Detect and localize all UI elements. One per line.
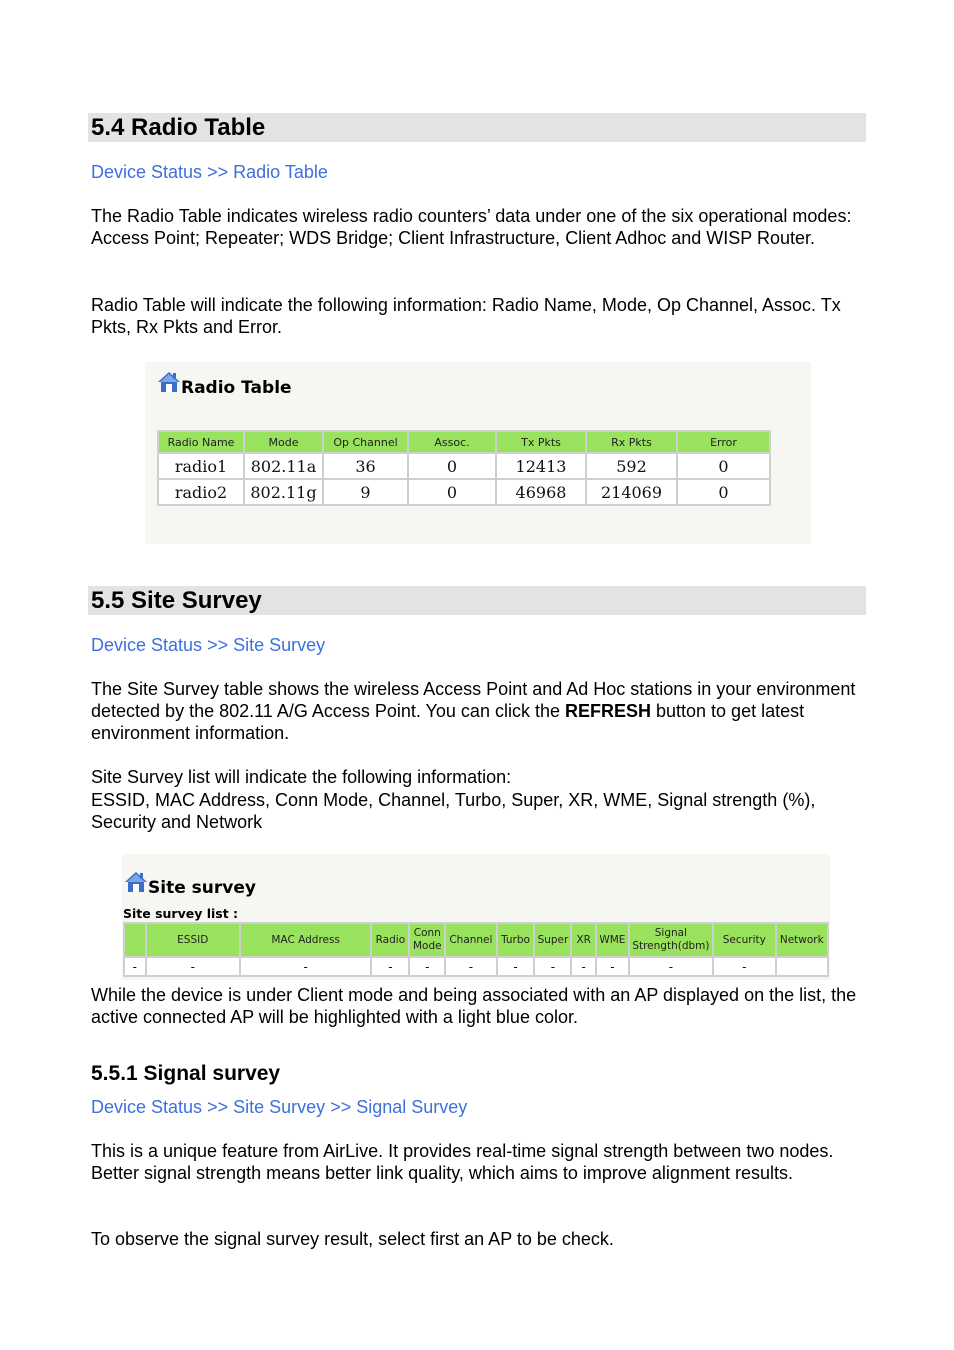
column-header: Error [678, 432, 769, 452]
column-header: Tx Pkts [497, 432, 585, 452]
column-header: WME [597, 924, 628, 956]
screenshot-title-radio-table: Radio Table [181, 378, 292, 398]
column-header: Channel [446, 924, 495, 956]
table-cell: - [535, 958, 570, 975]
table-cell: 0 [409, 454, 495, 478]
table-cell: 0 [678, 480, 769, 504]
table-cell: 9 [324, 480, 407, 504]
column-header: Signal Strength(dbm) [630, 924, 712, 956]
breadcrumb-separator: >> [207, 635, 229, 655]
column-header: MAC Address [241, 924, 370, 956]
breadcrumb-link-radio-table[interactable]: Radio Table [233, 162, 328, 182]
table-cell: 802.11a [245, 454, 322, 478]
breadcrumb-link-device-status[interactable]: Device Status [91, 162, 203, 182]
site-survey-description [91, 678, 881, 744]
table-cell: - [125, 958, 145, 975]
radio-table-header-row [159, 432, 769, 452]
table-cell: radio2 [159, 480, 243, 504]
section-title-site-survey: 5.5 Site Survey [91, 587, 262, 614]
column-header: Rx Pkts [587, 432, 676, 452]
table-cell: - [372, 958, 408, 975]
signal-survey-description: This is a unique feature from AirLive. It provides real-time signal strength between two nodes. Better signal strength means better link quality, which aims to improve alignment results. [91, 1141, 854, 1183]
table-cell: radio1 [159, 454, 243, 478]
column-header: Super [535, 924, 570, 956]
breadcrumb-link-signal-survey[interactable]: Signal Survey [356, 1097, 468, 1117]
radio-table-description: The Radio Table indicates wireless radio counters’ data under one of the six operational modes: Access Point; Repeater; WDS Bridge; Client Infrastructure, Client Adhoc and WISP Router. [91, 206, 852, 248]
column-header: Op Channel [324, 432, 407, 452]
table-cell: 214069 [587, 480, 676, 504]
site-survey-table [123, 922, 829, 977]
column-header: Assoc. [409, 432, 495, 452]
table-cell: 0 [409, 480, 495, 504]
column-header: Security [714, 924, 775, 956]
breadcrumb-link-site-survey[interactable]: Site Survey [233, 1097, 326, 1117]
column-header: Turbo [498, 924, 534, 956]
site-survey-header-row [125, 924, 827, 956]
site-survey-info-intro: Site Survey list will indicate the following information: [91, 767, 512, 787]
refresh-keyword: REFRESH [564, 701, 651, 721]
table-cell: 12413 [497, 454, 585, 478]
breadcrumb-radio-table [91, 161, 328, 183]
table-cell: - [714, 958, 775, 975]
site-survey-info-list: ESSID, MAC Address, Conn Mode, Channel, Turbo, Super, XR, WME, Signal strength (%), Security and Network [91, 790, 816, 832]
site-survey-screenshot [122, 854, 830, 980]
client-mode-note: While the device is under Client mode and being associated with an AP displayed on the list, the active connected AP will be highlighted with a light blue color. [91, 985, 857, 1027]
house-icon [124, 871, 148, 893]
column-header: Mode [245, 432, 322, 452]
radio-table-screenshot [145, 362, 811, 544]
table-cell: - [572, 958, 595, 975]
table-cell: 592 [587, 454, 676, 478]
site-survey-description-text: The Site Survey table shows the wireless Access Point and Ad Hoc stations in your environment detected by the 802.11 A/G Access Point. You can click the [91, 679, 856, 721]
breadcrumb-signal-survey [91, 1096, 467, 1118]
screenshot-title-site-survey: Site survey [148, 878, 256, 898]
breadcrumb-link-device-status[interactable]: Device Status [91, 635, 203, 655]
column-header: ESSID [147, 924, 239, 956]
house-icon [157, 371, 181, 393]
column-header: Radio Name [159, 432, 243, 452]
site-survey-list-label: Site survey list : [123, 906, 239, 921]
breadcrumb-link-site-survey[interactable]: Site Survey [233, 635, 326, 655]
signal-survey-instruction: To observe the signal survey result, select first an AP to be check. [91, 1229, 614, 1249]
breadcrumb-site-survey [91, 634, 325, 656]
column-header: Radio [372, 924, 408, 956]
table-cell: - [147, 958, 239, 975]
table-row [125, 958, 827, 975]
breadcrumb-separator: >> [330, 1097, 352, 1117]
column-header [125, 924, 145, 956]
radio-table-info-list: Radio Table will indicate the following information: Radio Name, Mode, Op Channel, Assoc. Tx Pkts, Rx Pkts and Error. [91, 295, 841, 337]
table-cell: 36 [324, 454, 407, 478]
radio-table [157, 430, 771, 506]
column-header: Conn Mode [410, 924, 444, 956]
breadcrumb-separator: >> [207, 162, 229, 182]
table-cell: - [597, 958, 628, 975]
table-cell: - [498, 958, 534, 975]
table-cell: 802.11g [245, 480, 322, 504]
table-cell: 0 [678, 454, 769, 478]
table-cell [777, 958, 827, 975]
breadcrumb-separator: >> [207, 1097, 229, 1117]
table-cell: 46968 [497, 480, 585, 504]
table-cell: - [630, 958, 712, 975]
site-survey-description-text-end: button to get latest environment information. [91, 701, 805, 743]
column-header: Network [777, 924, 827, 956]
column-header: XR [572, 924, 595, 956]
table-row [159, 454, 769, 478]
subsection-title-signal-survey: 5.5.1 Signal survey [91, 1062, 281, 1085]
section-title-radio-table: 5.4 Radio Table [91, 114, 266, 141]
breadcrumb-link-device-status[interactable]: Device Status [91, 1097, 203, 1117]
table-cell: - [410, 958, 444, 975]
table-row [159, 480, 769, 504]
table-cell: - [241, 958, 370, 975]
table-cell: - [446, 958, 495, 975]
